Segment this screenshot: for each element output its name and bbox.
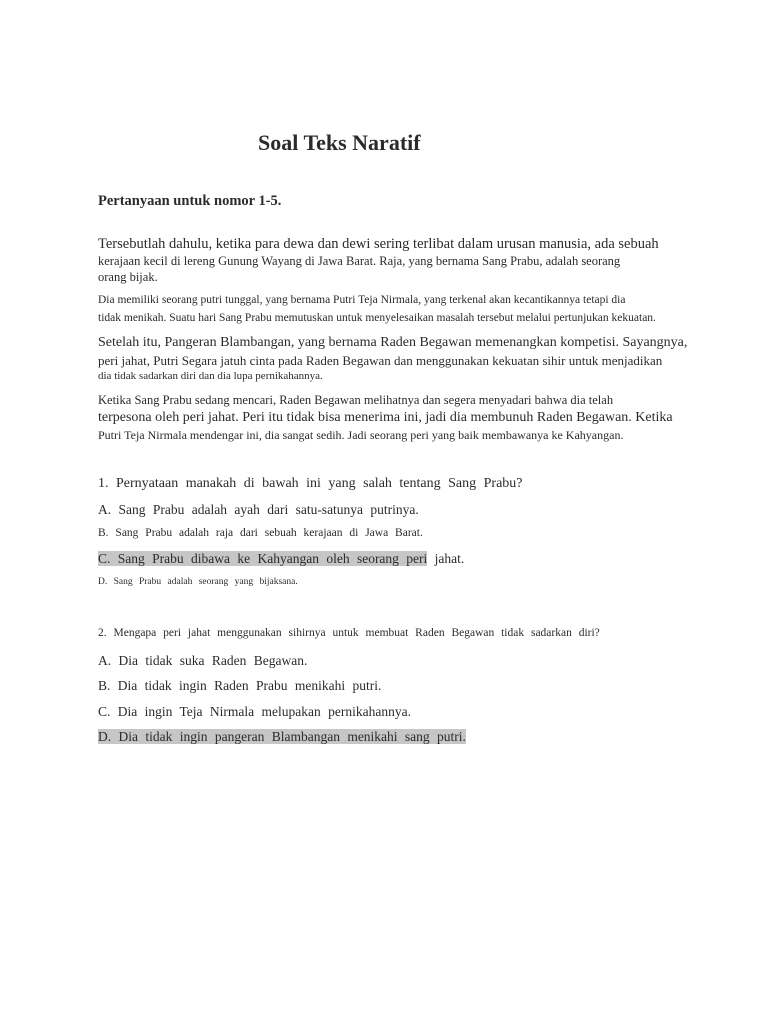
- story-line: orang bijak.: [98, 270, 158, 284]
- story-line: peri jahat, Putri Segara jatuh cinta pada Raden Begawan dan menggunakan kekuatan sihir untuk menjadikan: [98, 353, 663, 368]
- story-line: Putri Teja Nirmala mendengar ini, dia sangat sedih. Jadi seorang peri yang baik membawanya ke Kahyangan.: [98, 428, 624, 442]
- highlighted-answer: C. Sang Prabu dibawa ke Kahyangan oleh seorang peri: [98, 551, 428, 566]
- page-title: Soal Teks Naratif: [258, 130, 421, 155]
- highlighted-answer: D. Dia tidak ingin pangeran Blambangan menikahi sang putri.: [98, 729, 466, 744]
- question-1-option-d: D. Sang Prabu adalah seorang yang bijaksana.: [98, 577, 298, 587]
- question-1-option-a: A. Sang Prabu adalah ayah dari satu-satunya putrinya.: [98, 502, 419, 517]
- story-line: terpesona oleh peri jahat. Peri itu tidak bisa menerima ini, jadi dia membunuh Raden Begawan. Ketika: [98, 410, 673, 425]
- story-line: dia tidak sadarkan diri dan dia lupa pernikahannya.: [98, 370, 323, 382]
- story-line: Dia memiliki seorang putri tunggal, yang bernama Putri Teja Nirmala, yang terkenal akan kecantikannya tetapi dia: [98, 294, 626, 306]
- story-line: Tersebutlah dahulu, ketika para dewa dan dewi sering terlibat dalam urusan manusia, ada sebuah: [98, 236, 659, 252]
- section-heading: Pertanyaan untuk nomor 1-5.: [98, 193, 282, 209]
- question-1-option-b: B. Sang Prabu adalah raja dari sebuah kerajaan di Jawa Barat.: [98, 527, 423, 539]
- question-1-text: 1. Pernyataan manakah di bawah ini yang salah tentang Sang Prabu?: [98, 476, 523, 491]
- question-2-option-c: C. Dia ingin Teja Nirmala melupakan pernikahannya.: [98, 704, 411, 719]
- question-2-text: 2. Mengapa peri jahat menggunakan sihirnya untuk membuat Raden Begawan tidak sadarkan diri?: [98, 627, 600, 639]
- question-2-option-a: A. Dia tidak suka Raden Begawan.: [98, 653, 308, 668]
- story-line: tidak menikah. Suatu hari Sang Prabu memutuskan untuk menyelesaikan masalah tersebut melalui pertunjukan kekuatan.: [98, 312, 656, 324]
- question-2-option-b: B. Dia tidak ingin Raden Prabu menikahi putri.: [98, 678, 382, 693]
- story-line: kerajaan kecil di lereng Gunung Wayang di Jawa Barat. Raja, yang bernama Sang Prabu, adalah seorang: [98, 254, 621, 268]
- story-line: Ketika Sang Prabu sedang mencari, Raden Begawan melihatnya dan segera menyadari bahwa dia telah: [98, 393, 614, 407]
- option-c-remainder: jahat.: [427, 551, 465, 566]
- question-2-option-d: [98, 729, 466, 745]
- story-line: Setelah itu, Pangeran Blambangan, yang bernama Raden Begawan memenangkan kompetisi. Sayangnya,: [98, 335, 688, 350]
- question-1-option-c: [98, 551, 464, 567]
